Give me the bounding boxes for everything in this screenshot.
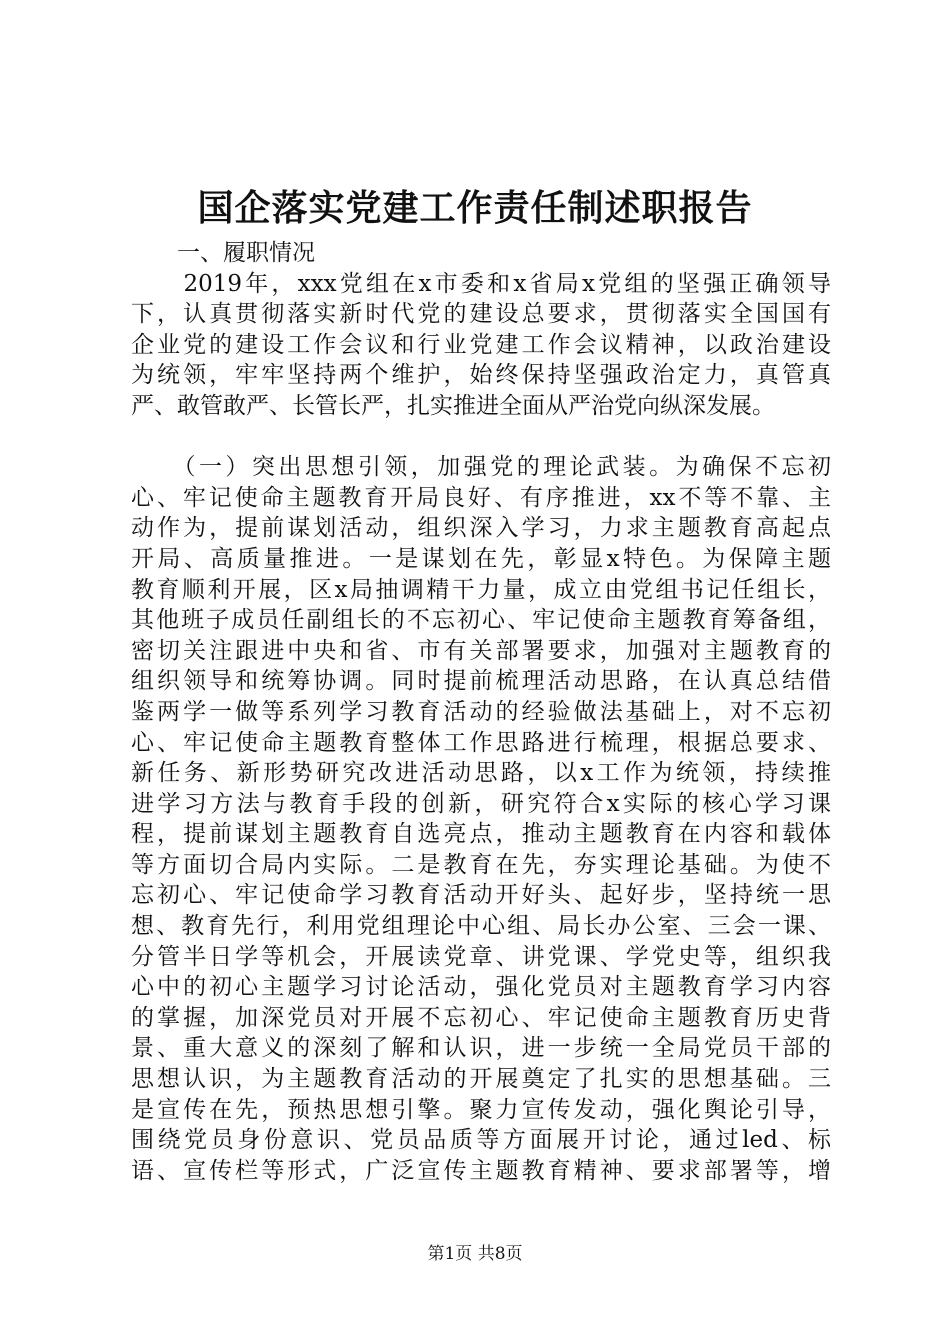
body-text-line: 进学习方法与教育手段的创新，研究符合x实际的核心学习课	[131, 790, 831, 817]
body-text-line: 心、牢记使命主题教育开局良好、有序推进，xx不等不靠、主	[131, 484, 831, 511]
body-text-line: 开局、高质量推进。一是谋划在先，彰显x特色。为保障主题	[131, 545, 831, 572]
body-text-line: 一、履职情况	[131, 240, 315, 266]
body-text-line: 组织领导和统筹协调。同时提前梳理活动思路，在认真总结借	[131, 668, 831, 695]
body-text-line: 分管半日学等机会，开展读党章、讲党课、学党史等，组织我	[131, 943, 831, 970]
body-text-line: 密切关注跟进中央和省、市有关部署要求，加强对主题教育的	[131, 637, 831, 664]
body-text-line: 企业党的建设工作会议和行业党建工作会议精神，以政治建设	[131, 331, 831, 358]
body-text-line: 严、敢管敢严、长管长严，扎实推进全面从严治党向纵深发展。	[131, 392, 775, 419]
body-text-line: 为统领，牢牢坚持两个维护，始终保持坚强政治定力，真管真	[131, 362, 831, 389]
body-text-line: 语、宣传栏等形式，广泛宣传主题教育精神、要求部署等，增	[131, 1157, 831, 1184]
body-text-line: 的掌握，加深党员对开展不忘初心、牢记使命主题教育历史背	[131, 1004, 831, 1031]
body-text-line: （一）突出思想引领，加强党的理论武装。为确保不忘初	[131, 454, 831, 481]
body-text-line: 忘初心、牢记使命学习教育活动开好头、起好步，坚持统一思	[131, 882, 831, 909]
body-text-line: 新任务、新形势研究改进活动思路，以x工作为统领，持续推	[131, 760, 831, 787]
body-text-line: 心中的初心主题学习讨论活动，强化党员对主题教育学习内容	[131, 974, 831, 1001]
paragraph-spacer	[131, 422, 831, 453]
body-text-line: 等方面切合局内实际。二是教育在先，夯实理论基础。为使不	[131, 851, 831, 878]
document-title: 国企落实党建工作责任制述职报告	[197, 187, 753, 229]
body-text-line: 心、牢记使命主题教育整体工作思路进行梳理，根据总要求、	[131, 729, 831, 756]
document-body	[131, 238, 831, 1186]
body-text-line: 鉴两学一做等系列学习教育活动的经验做法基础上，对不忘初	[131, 698, 831, 725]
body-text-line: 想、教育先行，利用党组理论中心组、局长办公室、三会一课、	[131, 913, 831, 940]
body-text-line: 围绕党员身份意识、党员品质等方面展开讨论，通过led、标	[131, 1127, 831, 1154]
body-text-line: 景、重大意义的深刻了解和认识，进一步统一全局党员干部的	[131, 1035, 831, 1062]
body-text-line: 动作为，提前谋划活动，组织深入学习，力求主题教育高起点	[131, 515, 831, 542]
body-text-line: 其他班子成员任副组长的不忘初心、牢记使命主题教育筹备组，	[131, 607, 831, 634]
body-text-line: 是宣传在先，预热思想引擎。聚力宣传发动，强化舆论引导，	[131, 1096, 831, 1123]
body-text-line: 思想认识，为主题教育活动的开展奠定了扎实的思想基础。三	[131, 1066, 831, 1093]
body-text-line: 程，提前谋划主题教育自选亮点，推动主题教育在内容和载体	[131, 821, 831, 848]
body-text-line: 下，认真贯彻落实新时代党的建设总要求，贯彻落实全国国有	[131, 301, 831, 328]
page-footer: 第1页 共8页	[427, 1244, 523, 1264]
body-text-line: 教育顺利开展，区x局抽调精干力量，成立由党组书记任组长，	[131, 576, 831, 603]
body-text-line: 2019年，xxx党组在x市委和x省局x党组的坚强正确领导	[131, 270, 831, 297]
